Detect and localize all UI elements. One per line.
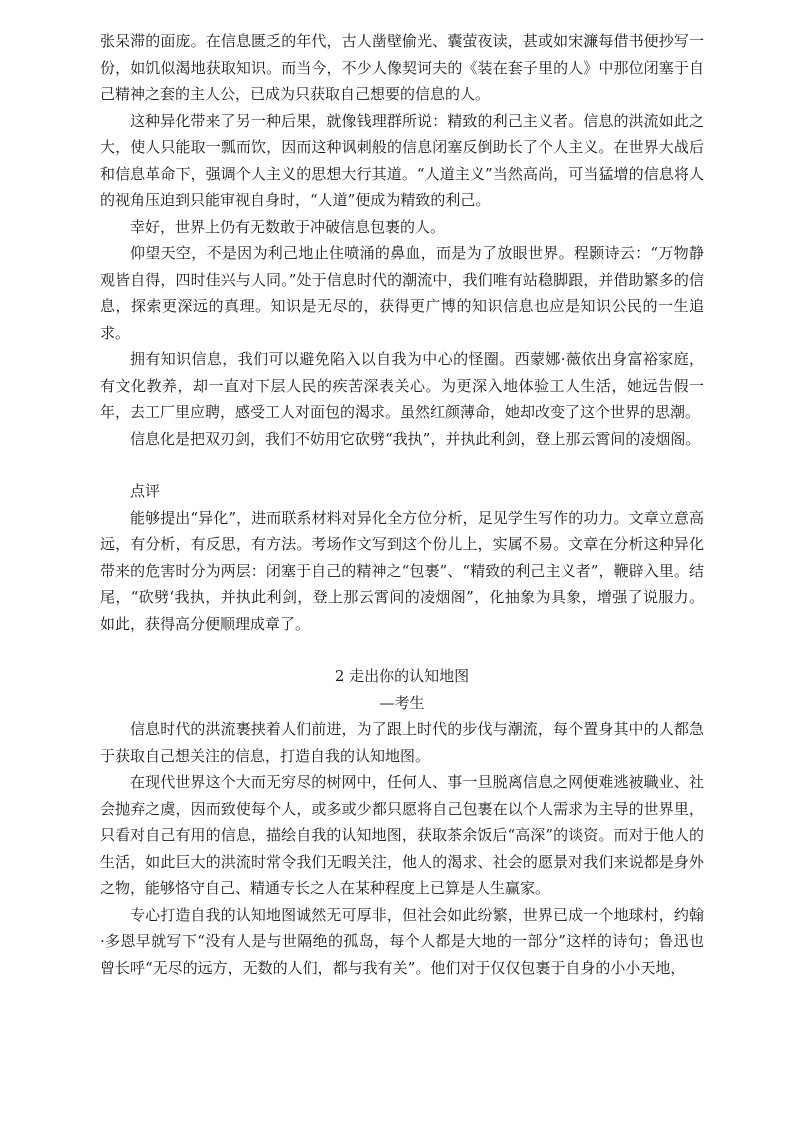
paragraph: 信息时代的洪流裹挟着人们前进，为了跟上时代的步伐与潮流，每个置身其中的人都急于获取自己想关注的信息，打造自我的认知地图。 xyxy=(100,720,704,765)
review-heading: 点评 xyxy=(130,482,161,500)
paragraph: 张呆滞的面庞。在信息匮乏的年代，古人凿壁偷光、囊萤夜读，甚或如宋濂每借书便抄写一份，如饥似渴地获取知识。而当今，不少人像契诃夫的《装在套子里的人》中那位闭塞于自己精神之套的主人公，已成为只获取自己想要的信息的人。 xyxy=(100,32,704,103)
paragraph: 幸好，世界上仍有无数敢于冲破信息包裹的人。 xyxy=(130,217,446,236)
paragraph: 仰望天空，不是因为利己地止住喷涌的鼻血，而是为了放眼世界。程颢诗云：“万物静观皆自得，四时佳兴与人同。”处于信息时代的潮流中，我们唯有站稳脚跟，并借助繁多的信息，探索更深远的真理。知识是无尽的，获得更广博的知识信息也应是知识公民的一生追求。 xyxy=(100,244,704,342)
paragraph: 在现代世界这个大而无穷尽的树网中，任何人、事一旦脱离信息之网便难逃被職业、社会抛弃之虞，因而致使每个人，或多或少都只愿将自己包裹在以个人需求为主导的世界里，只看对自己有用的信息，描绘自我的认知地图，获取茶余饭后“高深”的谈资。而对于他人的生活，如此巨大的洪流时常令我们无暇关注，他人的渴求、社会的愿景对我们来说都是身外之物，能够恪守自己、精通专长之人在某种程度上已算是人生赢家。 xyxy=(100,773,704,897)
document-page xyxy=(100,28,704,981)
paragraph: 信息化是把双刃剑，我们不妨用它砍劈“我执”，并执此利剑，登上那云霄间的凌烟阁。 xyxy=(130,429,701,448)
essay-title: 2 走出你的认知地图 xyxy=(334,667,470,685)
essay-author: —考生 xyxy=(379,693,425,712)
spacer xyxy=(100,452,704,478)
review-text: 能够提出“异化”，进而联系材料对异化全方位分析，足见学生写作的功力。文章立意高远，有分析，有反思，有方法。考场作文写到这个份儿上，实属不易。文章在分析这种异化带来的危害时分为两层：闭塞于自己的精神之“包裹”、“精致的利己主义者”，鞭辟入里。结尾，“砍劈‘我执，并执此利剑，登上那云霄间的凌烟阁”，化抽象为具象，增强了说服力。如此，获得高分便顺理成章了。 xyxy=(100,508,704,633)
paragraph: 拥有知识信息，我们可以避免陷入以自我为中心的怪圈。西蒙娜·薇依出身富裕家庭，有文化教养，却一直对下层人民的疾苦深表关心。为更深入地体验工人生活，她远告假一年，去工厂里应聘，感受工人对面包的渴求。虽然红颜薄命，她却改变了这个世界的思潮。 xyxy=(100,350,704,421)
paragraph: 专心打造自我的认知地图诚然无可厚非，但社会如此纷繁，世界已成一个地球村，约翰·多恩早就写下“没有人是与世隔绝的孤岛，每个人都是大地的一部分”这样的诗句；鲁迅也曾长呼“无尽的远方，无数的人们，都与我有关”。他们对于仅仅包裹于自身的小小天地， xyxy=(100,905,704,977)
paragraph: 这种异化带来了另一种后果，就像钱理群所说：精致的利己主义者。信息的洪流如此之大，使人只能取一瓢而饮，因而这种讽刺般的信息闭塞反倒助长了个人主义。在世界大战后和信息革命下，强调个人主义的思想大行其道。“人道主义”当然高尚，可当猛增的信息将人的视角压迫到只能审视自身时，“人道”便成为精致的利己。 xyxy=(100,111,704,209)
spacer xyxy=(100,637,704,663)
